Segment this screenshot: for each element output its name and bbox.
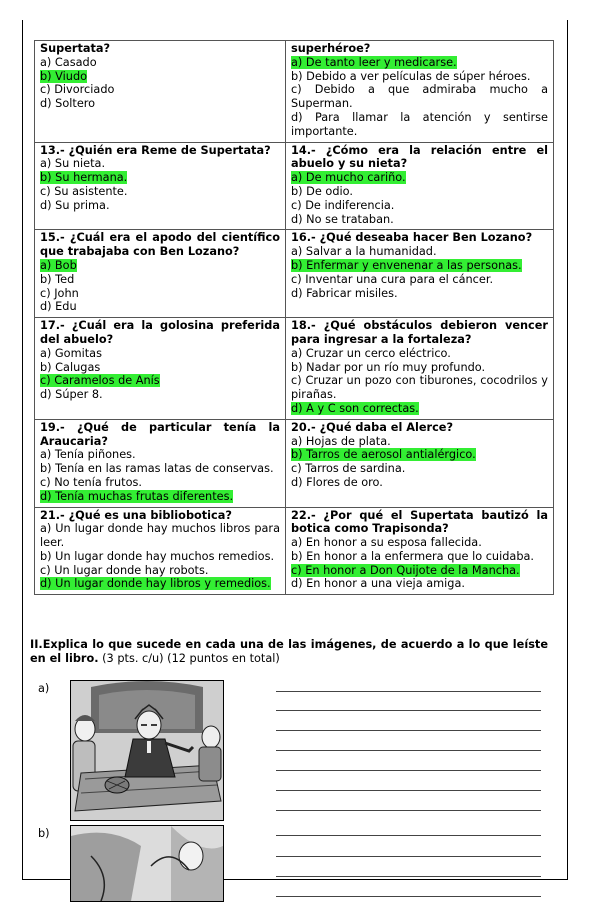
- answer-line[interactable]: [276, 691, 541, 692]
- answer-option[interactable]: [40, 97, 280, 111]
- image-label-b: b): [38, 827, 50, 840]
- answer-option[interactable]: [291, 70, 548, 84]
- answer-option[interactable]: [291, 550, 548, 564]
- question-text: Supertata?: [40, 42, 111, 55]
- answer-line[interactable]: [276, 810, 541, 811]
- question-text: 21.- ¿Qué es una bibliobotica?: [40, 508, 232, 522]
- question-text: 13.- ¿Quién era Reme de Supertata?: [40, 143, 271, 157]
- illustration-a: [70, 680, 224, 821]
- answer-option-highlighted[interactable]: [40, 70, 280, 84]
- answer-option-text: a) Su nieta.: [40, 157, 106, 171]
- question-text: 18.- ¿Qué obstáculos debieron vencer para ingresar a la fortaleza?: [291, 319, 548, 346]
- answer-line[interactable]: [276, 730, 541, 731]
- answer-option-text: c) De indiferencia.: [291, 198, 395, 212]
- answer-option-text: d) Tenía muchas frutas diferentes.: [40, 489, 234, 503]
- answer-option[interactable]: [40, 199, 280, 213]
- question-cell: [35, 41, 286, 143]
- answer-option-text: c) Cruzar un pozo con tiburones, cocodrilos y pirañas.: [291, 374, 548, 402]
- answer-option-highlighted[interactable]: [291, 402, 548, 416]
- question-cell: [35, 507, 286, 595]
- answer-option[interactable]: [40, 300, 280, 314]
- answer-option-highlighted[interactable]: [291, 448, 548, 462]
- answer-option-text: a) Casado: [40, 55, 97, 69]
- answer-option-text: c) No tenía frutos.: [40, 475, 142, 489]
- answer-option[interactable]: [291, 83, 548, 111]
- answer-option-text: c) John: [40, 286, 79, 300]
- answer-option-highlighted[interactable]: [291, 171, 548, 185]
- answer-option[interactable]: [291, 476, 548, 490]
- question-cell: [286, 230, 554, 318]
- answer-option-text: c) En honor a Don Quijote de la Mancha.: [291, 563, 520, 577]
- question-text: 14.- ¿Cómo era la relación entre el abuelo y su nieta?: [291, 143, 548, 171]
- answer-line[interactable]: [276, 896, 541, 897]
- answer-option-text: d) Edu: [40, 300, 77, 314]
- answer-line[interactable]: [276, 750, 541, 751]
- answer-line[interactable]: [276, 835, 541, 836]
- answer-option-text: d) Flores de oro.: [291, 475, 383, 489]
- answer-line[interactable]: [276, 876, 541, 877]
- answer-option[interactable]: [40, 550, 280, 564]
- answer-option-text: b) Calugas: [40, 360, 101, 374]
- answer-option-text: a) Bob: [40, 258, 77, 272]
- answer-option-text: c) Un lugar donde hay robots.: [40, 563, 209, 577]
- section-number: II.: [30, 638, 43, 651]
- answer-option-highlighted[interactable]: [291, 56, 548, 70]
- answer-option-text: d) Para llamar la atención y sentirse importante.: [291, 110, 548, 138]
- answer-option-highlighted[interactable]: [40, 577, 280, 591]
- answer-option-text: c) Caramelos de Anís: [40, 374, 160, 388]
- answer-option-highlighted[interactable]: [291, 564, 548, 578]
- section-points: (3 pts. c/u) (12 puntos en total): [98, 652, 280, 665]
- answer-option-text: c) Su asistente.: [40, 184, 128, 198]
- answer-option-text: b) Tenía en las ramas latas de conservas.: [40, 462, 274, 476]
- answer-option[interactable]: [291, 199, 548, 213]
- question-text: superhéroe?: [291, 42, 371, 55]
- answer-option[interactable]: [291, 287, 548, 301]
- answer-option[interactable]: [291, 361, 548, 375]
- answer-option-text: b) Viudo: [40, 69, 88, 83]
- answer-option-text: a) Un lugar donde hay muchos libros para leer.: [40, 522, 280, 550]
- question-cell: [35, 230, 286, 318]
- answer-option-text: c) Inventar una cura para el cáncer.: [291, 272, 494, 286]
- answer-option[interactable]: [40, 476, 280, 490]
- answer-option-text: d) Soltero: [40, 97, 96, 111]
- answer-option-text: d) A y C son correctas.: [291, 401, 419, 415]
- answer-option[interactable]: [291, 347, 548, 361]
- answer-option[interactable]: [40, 361, 280, 375]
- answer-option[interactable]: [291, 245, 548, 259]
- answer-option[interactable]: [291, 536, 548, 550]
- answer-option-highlighted[interactable]: [40, 374, 280, 388]
- answer-option-text: a) Salvar a la humanidad.: [291, 245, 437, 259]
- question-cell: [286, 507, 554, 595]
- questions-table: [34, 40, 554, 595]
- answer-option[interactable]: [291, 111, 548, 139]
- answer-option-text: a) Cruzar un cerco eléctrico.: [291, 346, 451, 360]
- answer-option-text: d) Un lugar donde hay libros y remedios.: [40, 577, 271, 591]
- answer-option[interactable]: [40, 287, 280, 301]
- answer-option-text: d) No se trataban.: [291, 212, 394, 226]
- question-row: [35, 419, 554, 507]
- page-border-left: [22, 20, 23, 880]
- question-text: 20.- ¿Qué daba el Alerce?: [291, 420, 454, 434]
- section-instruction: Explica lo que sucede en cada una de las imágenes, de acuerdo a lo que leíste en el libro.: [30, 638, 548, 665]
- answer-line[interactable]: [276, 856, 541, 857]
- section-2-instruction: [30, 638, 548, 666]
- answer-option-text: b) Debido a ver películas de súper héroes.: [291, 69, 531, 83]
- answer-option-highlighted[interactable]: [40, 259, 280, 273]
- answer-option[interactable]: [40, 83, 280, 97]
- answer-line[interactable]: [276, 710, 541, 711]
- answer-option[interactable]: [291, 185, 548, 199]
- answer-option-text: a) Gomitas: [40, 346, 102, 360]
- answer-option-text: b) Ted: [40, 272, 75, 286]
- answer-option[interactable]: [40, 564, 280, 578]
- answer-option-text: b) Su hermana.: [40, 171, 128, 185]
- answer-option-text: b) Enfermar y envenenar a las personas.: [291, 258, 522, 272]
- answer-option[interactable]: [40, 185, 280, 199]
- question-cell: [35, 419, 286, 507]
- answer-option-text: c) Divorciado: [40, 83, 115, 97]
- answer-option-highlighted[interactable]: [291, 259, 548, 273]
- question-text: 22.- ¿Por qué el Supertata bautizó la botica como Trapisonda?: [291, 508, 548, 536]
- answer-option-text: a) De tanto leer y medicarse.: [291, 55, 457, 69]
- answer-option[interactable]: [291, 213, 548, 227]
- answer-option-text: b) Tarros de aerosol antialérgico.: [291, 448, 476, 462]
- answer-option-text: c) Tarros de sardina.: [291, 462, 406, 476]
- answer-option-highlighted[interactable]: [40, 490, 280, 504]
- answer-option[interactable]: [291, 462, 548, 476]
- answer-option-text: b) Nadar por un río muy profundo.: [291, 360, 486, 374]
- question-cell: [286, 142, 554, 230]
- answer-option-text: b) Un lugar donde hay muchos remedios.: [40, 549, 275, 563]
- answer-option[interactable]: [40, 157, 280, 171]
- question-text: 16.- ¿Qué deseaba hacer Ben Lozano?: [291, 231, 533, 245]
- answer-option-text: b) En honor a la enfermera que lo cuidaba.: [291, 549, 534, 563]
- question-row: [35, 507, 554, 595]
- answer-option[interactable]: [40, 273, 280, 287]
- answer-option-text: b) De odio.: [291, 184, 353, 198]
- answer-option[interactable]: [40, 347, 280, 361]
- answer-option[interactable]: [40, 462, 280, 476]
- answer-option-text: a) Tenía piñones.: [40, 448, 136, 462]
- image-label-a: a): [38, 682, 50, 695]
- answer-option-text: d) Fabricar misiles.: [291, 286, 398, 300]
- question-row: [35, 41, 554, 143]
- answer-option-text: d) Su prima.: [40, 198, 110, 212]
- answer-option-text: a) De mucho cariño.: [291, 171, 406, 185]
- question-row: [35, 230, 554, 318]
- answer-option-text: c) Debido a que admiraba mucho a Superman.: [291, 83, 548, 111]
- answer-option[interactable]: [291, 374, 548, 402]
- answer-option-text: d) En honor a una vieja amiga.: [291, 577, 465, 591]
- answer-option-text: a) En honor a su esposa fallecida.: [291, 536, 482, 550]
- question-cell: [286, 41, 554, 143]
- answer-option[interactable]: [40, 56, 280, 70]
- question-text: 19.- ¿Qué de particular tenía la Araucaria?: [40, 420, 280, 448]
- answer-option-text: d) Súper 8.: [40, 388, 103, 402]
- answer-option[interactable]: [291, 273, 548, 287]
- answer-line[interactable]: [276, 790, 541, 791]
- answer-option-text: a) Hojas de plata.: [291, 434, 391, 448]
- question-cell: [35, 318, 286, 420]
- answer-option-highlighted[interactable]: [40, 171, 280, 185]
- question-cell: [35, 142, 286, 230]
- answer-option[interactable]: [40, 522, 280, 550]
- answer-option[interactable]: [40, 448, 280, 462]
- answer-line[interactable]: [276, 770, 541, 771]
- question-cell: [286, 318, 554, 420]
- page-border-right: [567, 20, 568, 880]
- answer-option[interactable]: [40, 388, 280, 402]
- answer-option[interactable]: [291, 577, 548, 591]
- question-text: 15.- ¿Cuál era el apodo del científico que trabajaba con Ben Lozano?: [40, 231, 280, 259]
- question-row: [35, 142, 554, 230]
- question-row: [35, 318, 554, 420]
- question-text: 17.- ¿Cuál era la golosina preferida del abuelo?: [40, 319, 280, 346]
- question-cell: [286, 419, 554, 507]
- illustration-b: [70, 825, 224, 902]
- answer-option[interactable]: [291, 435, 548, 449]
